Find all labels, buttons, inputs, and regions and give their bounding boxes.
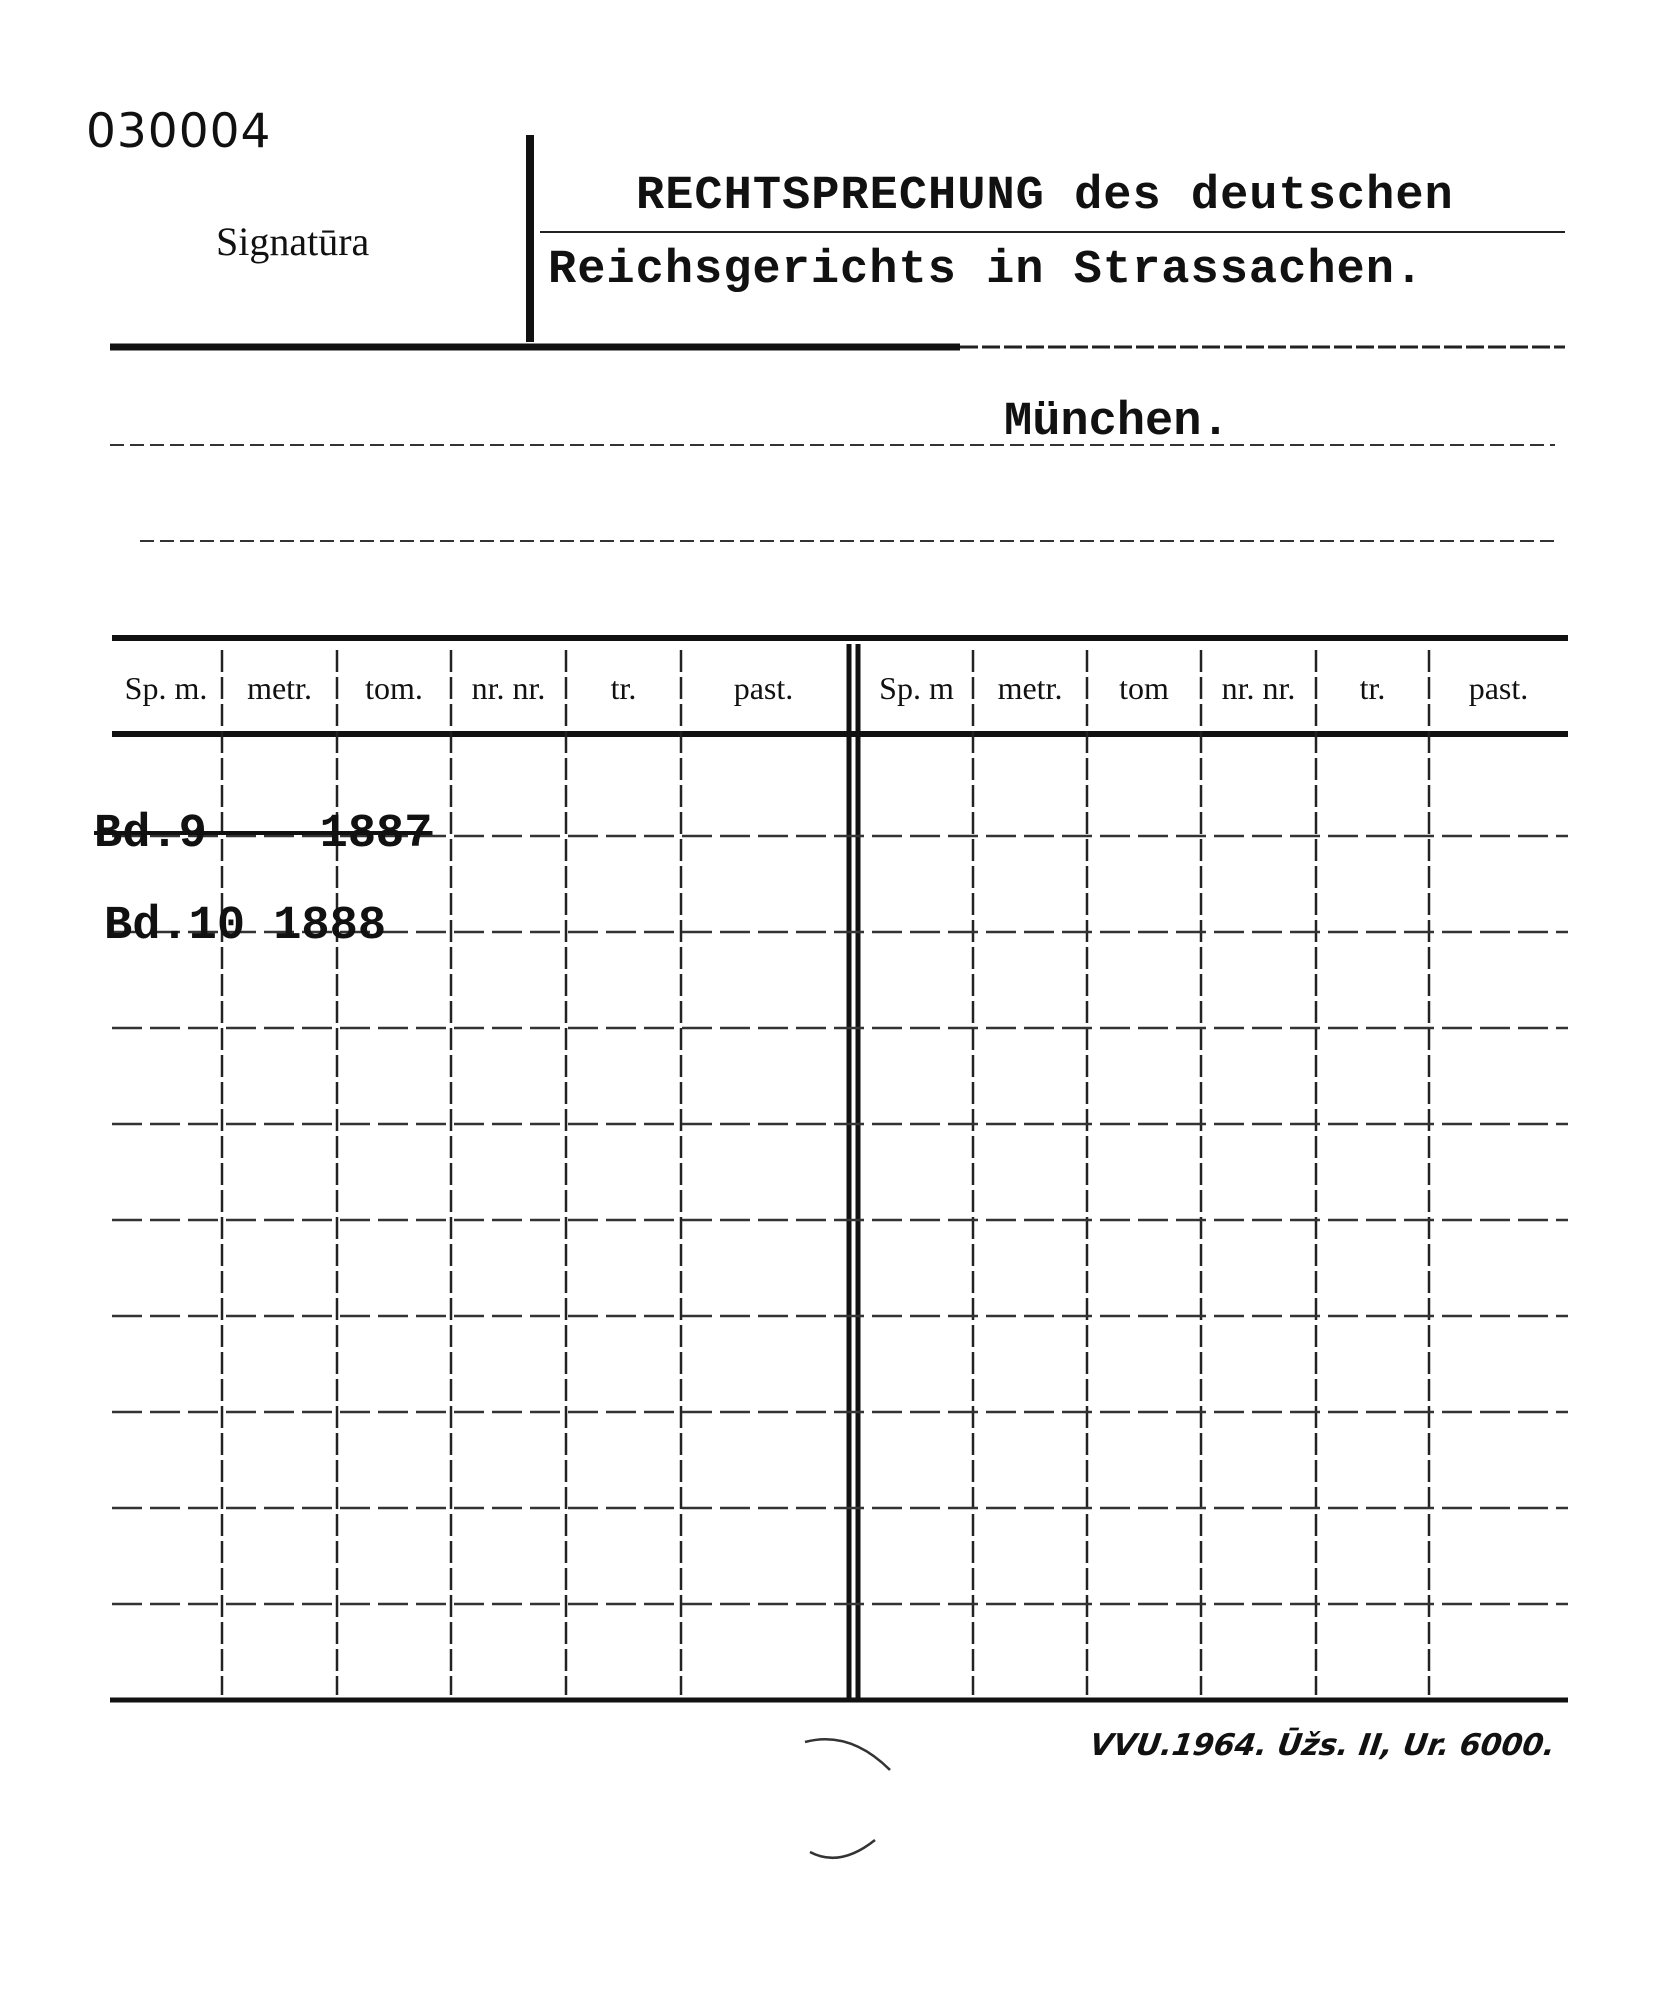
handwritten-remark: VVU.1964. Ūžs. II, Ur. 6000. xyxy=(1087,1728,1558,1763)
card-id: 030004 xyxy=(86,104,272,159)
header-tr-right: tr. xyxy=(1359,670,1386,706)
header-past-right: past. xyxy=(1468,670,1529,706)
header-tr-left: tr. xyxy=(610,670,637,706)
header-metr-left: metr. xyxy=(247,670,312,706)
header-nr-right: nr. nr. xyxy=(1221,670,1296,706)
header-tom-left: tom. xyxy=(365,670,423,706)
place-name: München. xyxy=(1004,396,1230,449)
header-nr-left: nr. nr. xyxy=(471,670,546,706)
header-past-left: past. xyxy=(733,670,794,706)
title-line-2: Reichsgerichts in Strassachen. xyxy=(548,244,1425,297)
header-tom-right: tom xyxy=(1119,670,1169,706)
entry-volume-9: Bd.9 1887 xyxy=(94,808,433,861)
header-sp-m-right: Sp. m xyxy=(879,670,954,706)
title-line-1: RECHTSPRECHUNG des deutschen xyxy=(636,170,1454,223)
header-sp-m-left: Sp. m. xyxy=(124,670,208,706)
signatura-label: Signatūra xyxy=(216,219,370,264)
header-metr-right: metr. xyxy=(997,670,1063,706)
entry-volume-10: Bd.10 1888 xyxy=(104,900,387,953)
